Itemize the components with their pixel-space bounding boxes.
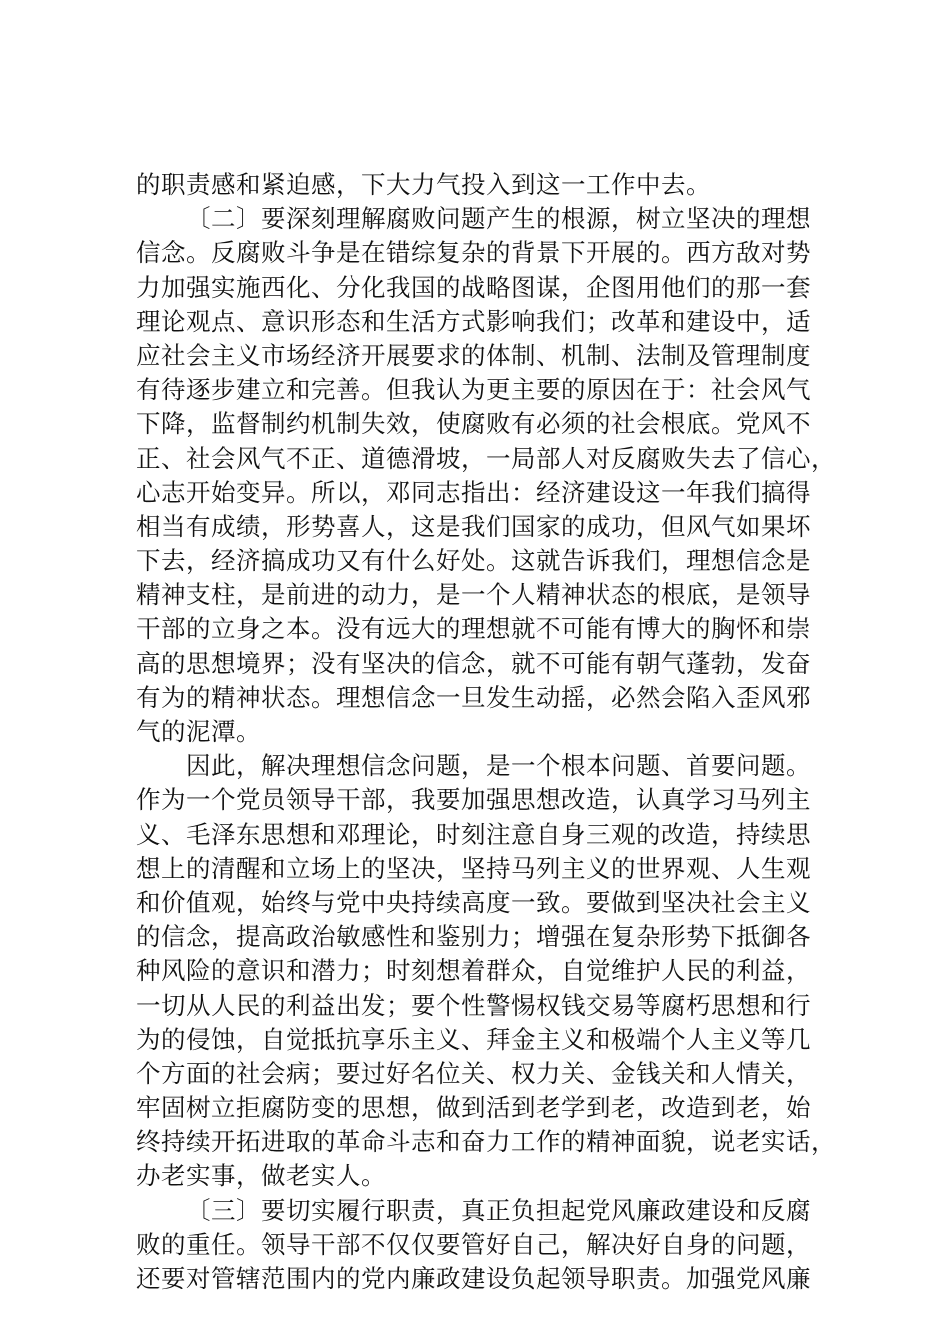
text-line: 牢固树立拒腐防变的思想，做到活到老学到老，改造到老，始 bbox=[136, 1093, 811, 1123]
text-line: 相当有成绩，形势喜人，这是我们国家的成功，但风气如果坏 bbox=[136, 511, 811, 541]
body-text bbox=[136, 168, 836, 1296]
text-line: 有为的精神状态。理想信念一旦发生动摇，必然会陷入歪风邪 bbox=[136, 682, 811, 712]
text-line: 作为一个党员领导干部，我要加强思想改造，认真学习马列主 bbox=[136, 785, 811, 815]
text-line: 和价值观，始终与党中央持续高度一致。要做到坚决社会主义 bbox=[136, 887, 811, 917]
text-line: 正、社会风气不正、道德滑坡，一局部人对反腐败失去了信心， bbox=[136, 443, 836, 473]
paragraph-start-line: 〔二〕要深刻理解腐败问题产生的根源，树立坚决的理想 bbox=[186, 204, 811, 234]
text-line: 下去，经济搞成功又有什么好处。这就告诉我们，理想信念是 bbox=[136, 546, 811, 576]
text-line: 个方面的社会病；要过好名位关、权力关、金钱关和人情关， bbox=[136, 1058, 811, 1088]
text-line: 败的重任。领导干部不仅仅要管好自己，解决好自身的问题， bbox=[136, 1229, 811, 1259]
paragraph-start-line: 因此，解决理想信念问题，是一个根本问题、首要问题。 bbox=[186, 751, 811, 781]
text-line: 的信念，提高政治敏感性和鉴别力；增强在复杂形势下抵御各 bbox=[136, 922, 811, 952]
text-line: 精神支柱，是前进的动力，是一个人精神状态的根底，是领导 bbox=[136, 580, 811, 610]
text-line: 有待逐步建立和完善。但我认为更主要的原因在于：社会风气 bbox=[136, 375, 811, 405]
text-line: 办老实事，做老实人。 bbox=[136, 1161, 386, 1191]
text-line: 为的侵蚀，自觉抵抗享乐主义、拜金主义和极端个人主义等几 bbox=[136, 1024, 811, 1054]
text-line: 应社会主义市场经济开展要求的体制、机制、法制及管理制度 bbox=[136, 340, 811, 370]
text-line: 力加强实施西化、分化我国的战略图谋，企图用他们的那一套 bbox=[136, 272, 811, 302]
paragraph-start-line: 〔三〕要切实履行职责，真正负担起党风廉政建设和反腐 bbox=[186, 1195, 811, 1225]
text-line: 信念。反腐败斗争是在错综复杂的背景下开展的。西方敌对势 bbox=[136, 238, 811, 268]
text-line: 义、毛泽东思想和邓理论，时刻注意自身三观的改造，持续思 bbox=[136, 819, 811, 849]
text-line: 下降，监督制约机制失效，使腐败有必须的社会根底。党风不 bbox=[136, 409, 811, 439]
text-line: 的职责感和紧迫感，下大力气投入到这一工作中去。 bbox=[136, 170, 711, 199]
text-line: 高的思想境界；没有坚决的信念，就不可能有朝气蓬勃，发奋 bbox=[136, 648, 811, 678]
text-line: 理论观点、意识形态和生活方式影响我们；改革和建设中，适 bbox=[136, 306, 811, 336]
text-line: 终持续开拓进取的革命斗志和奋力工作的精神面貌，说老实话， bbox=[136, 1127, 836, 1157]
text-line: 还要对管辖范围内的党内廉政建设负起领导职责。加强党风廉 bbox=[136, 1264, 811, 1293]
text-line: 种风险的意识和潜力；时刻想着群众，自觉维护人民的利益， bbox=[136, 956, 811, 986]
text-line: 气的泥潭。 bbox=[136, 717, 261, 746]
text-line: 心志开始变异。所以，邓同志指出：经济建设这一年我们搞得 bbox=[136, 477, 811, 507]
text-line: 干部的立身之本。没有远大的理想就不可能有博大的胸怀和崇 bbox=[136, 614, 811, 644]
text-line: 一切从人民的利益出发；要个性警惕权钱交易等腐朽思想和行 bbox=[136, 990, 811, 1020]
text-line: 想上的清醒和立场上的坚决，坚持马列主义的世界观、人生观 bbox=[136, 853, 811, 883]
